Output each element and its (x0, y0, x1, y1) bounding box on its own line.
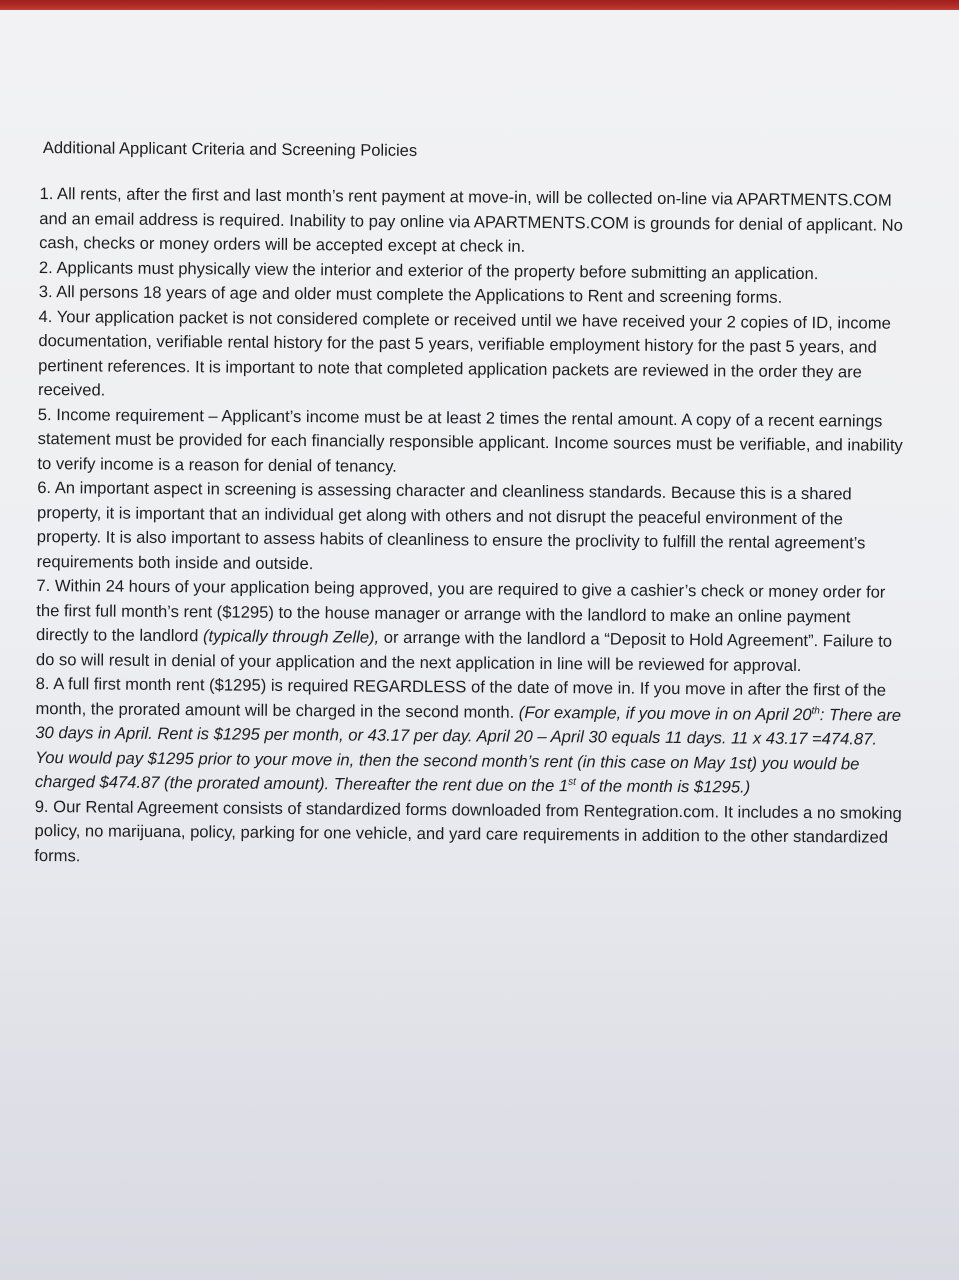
document-body (34, 136, 910, 875)
policy-item-7 (36, 574, 907, 679)
item-number: 9. (34, 796, 49, 816)
policy-item-8 (35, 672, 906, 801)
item-number: 7. (36, 575, 51, 596)
ordinal-suffix: th (811, 705, 820, 717)
item-number: 5. (37, 404, 52, 424)
document-title: Additional Applicant Criteria and Screening Policies (42, 139, 418, 160)
policy-item-4 (38, 304, 909, 409)
item-text: Applicants must physically view the interior and exterior of the property before submitting an application. (56, 257, 819, 283)
item-text-italic: (typically through Zelle), (202, 626, 380, 647)
item-text: Income requirement – Applicant’s income must be at least 2 times the rental amount. A copy of a recent earnings statement must be provided for each financially responsible applicant. Income sources must be verifiable, and inability to verify income is a reason for denial of tenancy. (37, 404, 903, 476)
policy-item-9 (34, 794, 905, 874)
ordinal-suffix: st (568, 776, 576, 788)
item-text: Our Rental Agreement consists of standardized forms downloaded from Rentegration.com. It includes a no smoking policy, no marijuana, policy, parking for one vehicle, and yard care requirements in addition to the other standardized forms. (34, 796, 902, 865)
item-number: 4. (38, 306, 53, 326)
item-text: All persons 18 years of age and older must complete the Applications to Rent and screening forms. (56, 282, 783, 307)
item-text: An important aspect in screening is assessing character and cleanliness standards. Because this is a shared property, it is important that an individual get along with others and not disrupt the peaceful environment of the property. It is also important to assess habits of cleanliness to ensure the proclivity to fulfill the rental agreement’s requirements both inside and outside. (36, 478, 866, 573)
item-number: 2. (38, 257, 53, 277)
example-text: : There are 30 days in April. Rent is $1295 per month, or 43.17 per day. April 20 – April 30 equals 11 days. 11 x 43.17 =474.87. You would pay $1295 prior to your move in, then the second month’s rent (in this case on May 1st) you would be charged $474.87 (the prorated amount). Thereafter the rent due on the 1 (34, 704, 902, 796)
item-text: or arrange with the landlord a “Deposit to Hold Agreement”. Failure to do so will result in denial of your application and the next application in line will be reviewed for approval. (35, 627, 893, 675)
item-text: Your application packet is not considered complete or received until we have received your 2 copies of ID, income documentation, verifiable rental history for the past 5 years, verifiable employment history for the past 5 years, and pertinent references. It is important to note that completed application packets are reviewed in the order they are received. (37, 306, 891, 400)
example-text: of the month is $1295.) (575, 776, 751, 797)
item-number: 3. (38, 281, 53, 302)
policy-item-1 (39, 182, 910, 262)
item-number: 1. (39, 183, 54, 204)
policy-item-6 (37, 476, 908, 581)
item-number: 6. (37, 477, 52, 498)
item-text: All rents, after the first and last month’s rent payment at move-in, will be collected on-line via APARTMENTS.COM and an email address is required. Inability to pay online via APARTMENTS.COM is grounds for denial of applicant. No cash, checks or money orders will be accepted except at check in. (39, 184, 904, 256)
item-text: A full first month rent ($1295) is required REGARDLESS of the date of move in. If you move in after the first of the month, the prorated amount will be charged in the second month. (35, 674, 887, 722)
item-text: Within 24 hours of your application being approved, you are required to give a cashier’s check or money order for the first full month’s rent ($1295) to the house manager or arrange with the landlord to make an online payment directly to the landlord (36, 576, 886, 646)
example-text: (For example, if you move in on April 20 (518, 702, 812, 724)
policy-item-5 (37, 402, 908, 482)
item-number: 8. (35, 673, 50, 694)
